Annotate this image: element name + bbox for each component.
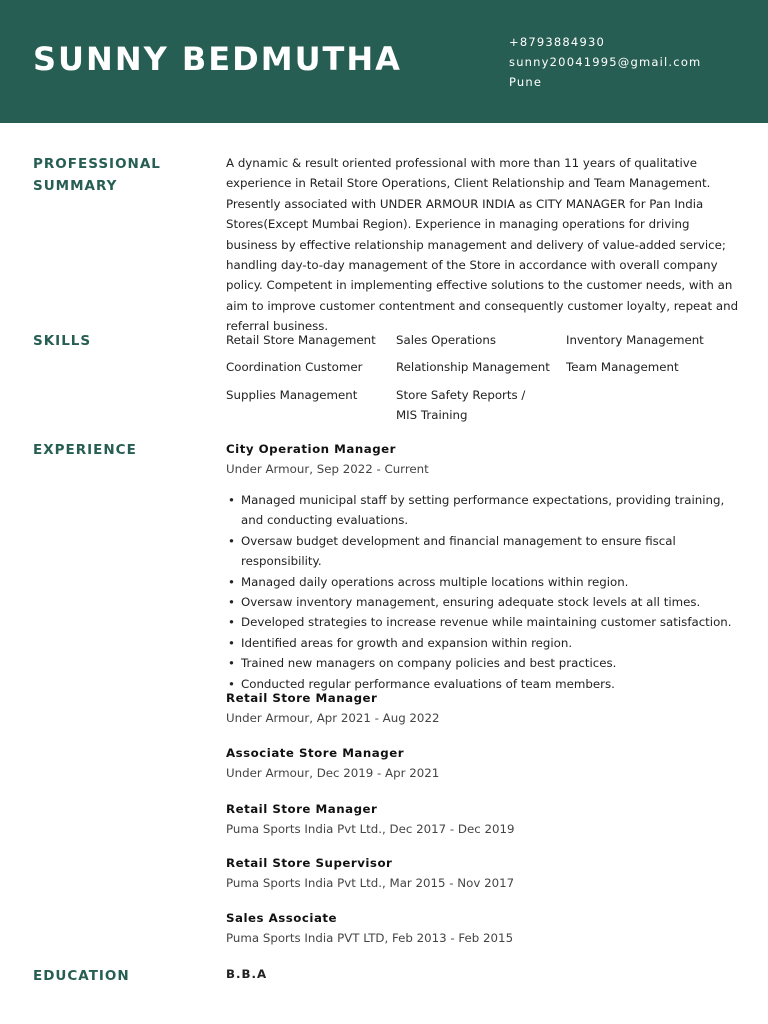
skill-item: Store Safety Reports / MIS Training (396, 388, 526, 422)
responsibility-item: • Managed daily operations across multiple locations within region. (226, 572, 741, 592)
summary-text: A dynamic & result oriented professional with more than 11 years of qualitative experience in Retail Store Operations, Client Relationship and Team Management. Presently associated with UNDER ARMOUR INDIA as CITY MANAGER for Pan India Stores(Except Mumbai Region). Experience in managing operations for driving business by effective relationship management and delivery of value-added service; handling day-to-day management of the Store in accordance with overall company policy. Competent in implementing effective solutions to the customer needs, with an aim to improve customer contentment and consequently customer loyalty, repeat and referral business. (226, 156, 739, 334)
job-title: Retail Store Manager (226, 802, 378, 816)
header-banner (0, 0, 768, 123)
job-responsibilities (226, 490, 741, 694)
job-title: Associate Store Manager (226, 746, 405, 760)
responsibility-item: • Managed municipal staff by setting performance expectations, providing training, and conducting evaluations. (226, 490, 741, 531)
phone-number: +8793884930 (509, 35, 606, 49)
section-title-skills: SKILLS (33, 333, 92, 349)
skills-row (226, 330, 741, 357)
skills-row (226, 357, 741, 385)
experience-entry (226, 688, 741, 728)
contact-info (509, 32, 701, 92)
skill-item: Retail Store Management (226, 333, 376, 347)
job-meta: Under Armour, Sep 2022 - Current (226, 462, 429, 476)
job-meta: Under Armour, Dec 2019 - Apr 2021 (226, 766, 440, 780)
experience-entry (226, 908, 741, 948)
responsibility-item: • Conducted regular performance evaluations of team members. (226, 674, 741, 694)
education-degree: B.B.A (226, 967, 268, 981)
skills-grid (226, 330, 741, 425)
candidate-name: SUNNY BEDMUTHA (33, 40, 402, 78)
experience-entry (226, 743, 741, 783)
skills-row (226, 385, 741, 425)
job-meta: Puma Sports India Pvt Ltd., Mar 2015 - Nov 2017 (226, 876, 515, 890)
job-title: City Operation Manager (226, 442, 397, 456)
skill-item: Team Management (566, 360, 679, 374)
skill-item: Inventory Management (566, 333, 704, 347)
skill-item: Supplies Management (226, 388, 358, 402)
skill-item: Sales Operations (396, 333, 497, 347)
experience-entry (226, 853, 741, 893)
responsibility-item: • Oversaw inventory management, ensuring adequate stock levels at all times. (226, 592, 741, 612)
section-title-summary: PROFESSIONAL SUMMARY (33, 156, 161, 194)
responsibility-item: • Oversaw budget development and financial management to ensure fiscal responsibility. (226, 531, 741, 572)
email-address: sunny20041995@gmail.com (509, 55, 702, 69)
job-meta: Under Armour, Apr 2021 - Aug 2022 (226, 711, 440, 725)
location: Pune (509, 75, 543, 89)
responsibility-item: • Trained new managers on company policies and best practices. (226, 653, 741, 673)
skill-item: Relationship Management (396, 360, 550, 374)
section-title-experience: EXPERIENCE (33, 442, 137, 458)
skill-item: Coordination Customer (226, 360, 363, 374)
section-title-education: EDUCATION (33, 968, 130, 984)
skill-item (546, 385, 716, 425)
experience-entry (226, 439, 741, 479)
job-meta: Puma Sports India PVT LTD, Feb 2013 - Feb 2015 (226, 931, 514, 945)
responsibility-item: • Identified areas for growth and expansion within region. (226, 633, 741, 653)
job-title: Retail Store Manager (226, 691, 378, 705)
experience-entry (226, 799, 741, 839)
job-meta: Puma Sports India Pvt Ltd., Dec 2017 - Dec 2019 (226, 822, 515, 836)
job-title: Retail Store Supervisor (226, 856, 393, 870)
job-title: Sales Associate (226, 911, 338, 925)
responsibility-item: • Developed strategies to increase revenue while maintaining customer satisfaction. (226, 612, 741, 632)
